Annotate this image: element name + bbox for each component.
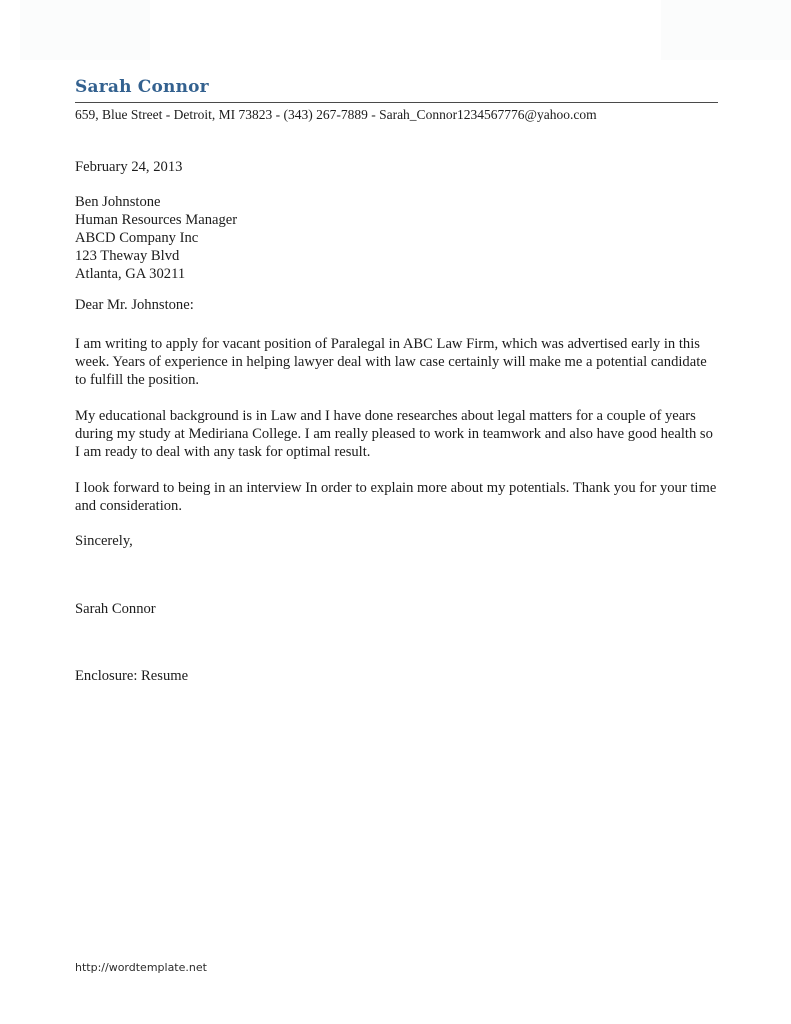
recipient-name: Ben Johnstone <box>75 194 161 210</box>
salutation: Dear Mr. Johnstone: <box>75 297 194 313</box>
date-line: February 24, 2013 <box>75 159 183 175</box>
body-paragraph-1: I am writing to apply for vacant position of Paralegal in ABC Law Firm, which was advertised early in this week. Years of experience in helping lawyer deal with law case certainly will make me a potential candidate to fulfill the position. <box>75 336 707 388</box>
recipient-street: 123 Theway Blvd <box>75 248 180 264</box>
recipient-company: ABCD Company Inc <box>75 230 199 246</box>
footer-url: http://wordtemplate.net <box>75 961 207 974</box>
sender-contact-line: 659, Blue Street - Detroit, MI 73823 - (343) 267-7889 - Sarah_Connor1234567776@yahoo.com <box>75 107 597 122</box>
scan-artifact-top-right <box>661 0 791 60</box>
letter-content <box>75 76 718 685</box>
signature-name: Sarah Connor <box>75 601 156 617</box>
recipient-title: Human Resources Manager <box>75 212 238 228</box>
sender-name: Sarah Connor <box>75 76 718 103</box>
recipient-city: Atlanta, GA 30211 <box>75 266 186 282</box>
recipient-block <box>75 193 718 283</box>
enclosure-line: Enclosure: Resume <box>75 668 189 684</box>
letterhead <box>75 76 718 123</box>
body-paragraph-3: I look forward to being in an interview In order to explain more about my potentials. Thank you for your time and consideration. <box>75 480 717 514</box>
closing: Sincerely, <box>75 533 133 549</box>
body-paragraph-2: My educational background is in Law and I have done researches about legal matters for a couple of years during my study at Mediriana College. I am really pleased to work in teamwork and also have good health so I am ready to deal with any task for optimal result. <box>75 408 713 460</box>
scan-artifact-top-left <box>20 0 150 60</box>
